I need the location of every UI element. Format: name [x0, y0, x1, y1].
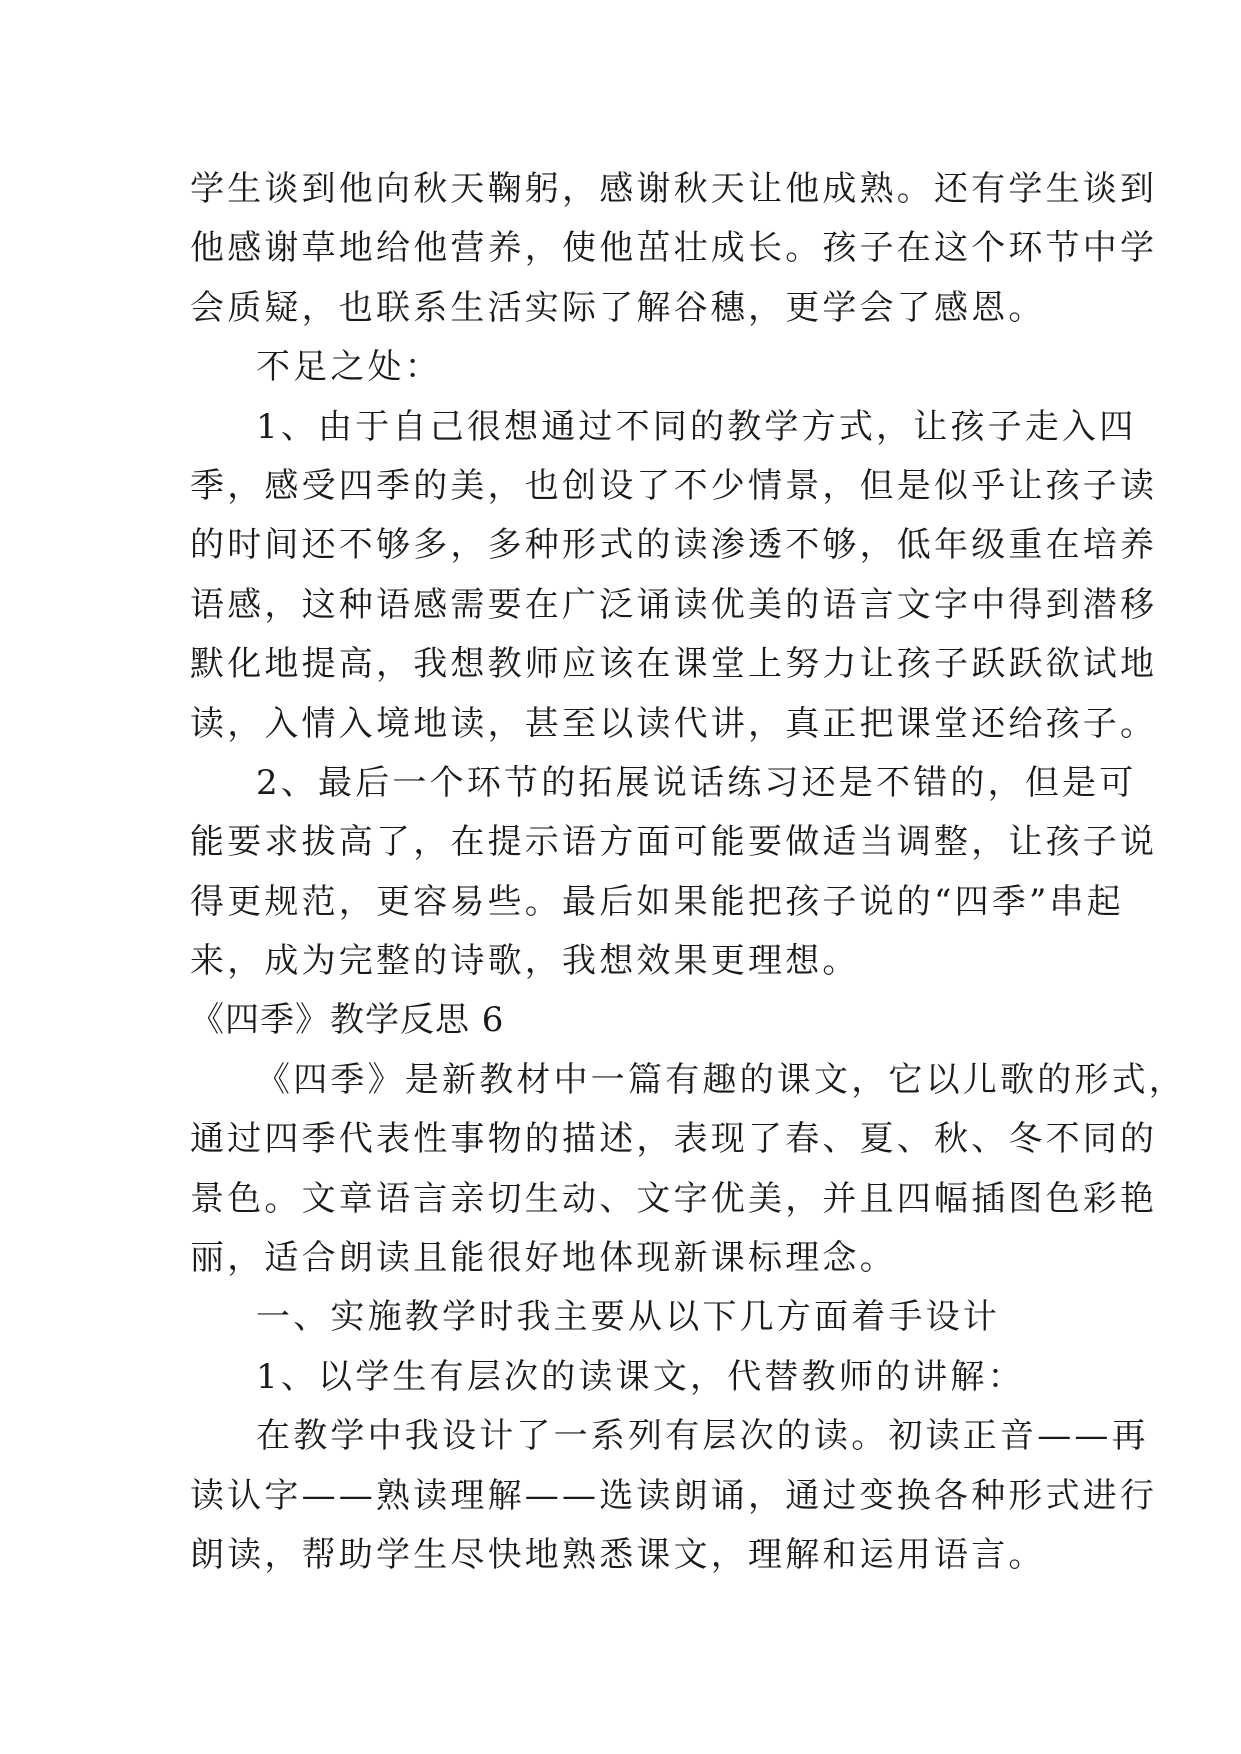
section-heading: 《四季》教学反思 6: [190, 1000, 505, 1041]
paragraph-line: 的时间还不够多，多种形式的读渗透不够，低年级重在培养: [190, 525, 1158, 566]
paragraph-line: 景色。文章语言亲切生动、文字优美，并且四幅插图色彩艳: [190, 1178, 1158, 1219]
paragraph-line: 季，感受四季的美，也创设了不少情景，但是似乎让孩子读: [190, 465, 1158, 506]
paragraph-line: 能要求拔高了，在提示语方面可能要做适当调整，让孩子说: [190, 822, 1158, 863]
paragraph-line: 朗读，帮助学生尽快地熟悉课文，理解和运用语言。: [190, 1534, 1046, 1575]
paragraph-line: 丽，适合朗读且能很好地体现新课标理念。: [190, 1238, 897, 1279]
document-page: [190, 160, 1186, 1585]
paragraph-line: 得更规范，更容易些。最后如果能把孩子说的“四季”串起: [190, 881, 1124, 922]
paragraph-line: 通过四季代表性事物的描述，表现了春、夏、秋、冬不同的: [190, 1119, 1158, 1160]
paragraph-line: 他感谢草地给他营养，使他茁壮成长。孩子在这个环节中学: [190, 228, 1158, 269]
paragraph-line: 读，入情入境地读，甚至以读代讲，真正把课堂还给孩子。: [190, 703, 1158, 744]
paragraph-line: 学生谈到他向秋天鞠躬，感谢秋天让他成熟。还有学生谈到: [190, 169, 1158, 209]
paragraph-line: 在教学中我设计了一系列有层次的读。初读正音——再: [256, 1416, 1149, 1457]
subheading: 1、以学生有层次的读课文，代替教师的讲解：: [256, 1356, 1025, 1397]
paragraph-line: 读认字——熟读理解——选读朗诵，通过变换各种形式进行: [190, 1475, 1158, 1516]
paragraph-line: 《四季》是新教材中一篇有趣的课文，它以儿歌的形式，: [256, 1059, 1186, 1100]
paragraph-line: 来，成为完整的诗歌，我想效果更理想。: [190, 941, 860, 982]
section-label: 不足之处：: [256, 347, 442, 388]
paragraph-line: 默化地提高，我想教师应该在课堂上努力让孩子跃跃欲试地: [190, 644, 1158, 685]
paragraph-line: 会质疑，也联系生活实际了解谷穗，更学会了感恩。: [190, 287, 1046, 328]
paragraph-line: 语感，这种语感需要在广泛诵读优美的语言文字中得到潜移: [190, 584, 1158, 625]
subheading: 一、实施教学时我主要从以下几方面着手设计: [256, 1297, 1000, 1338]
paragraph-line: 2、最后一个环节的拓展说话练习还是不错的，但是可: [256, 762, 1137, 803]
paragraph-line: 1、由于自己很想通过不同的教学方式，让孩子走入四: [256, 406, 1137, 447]
